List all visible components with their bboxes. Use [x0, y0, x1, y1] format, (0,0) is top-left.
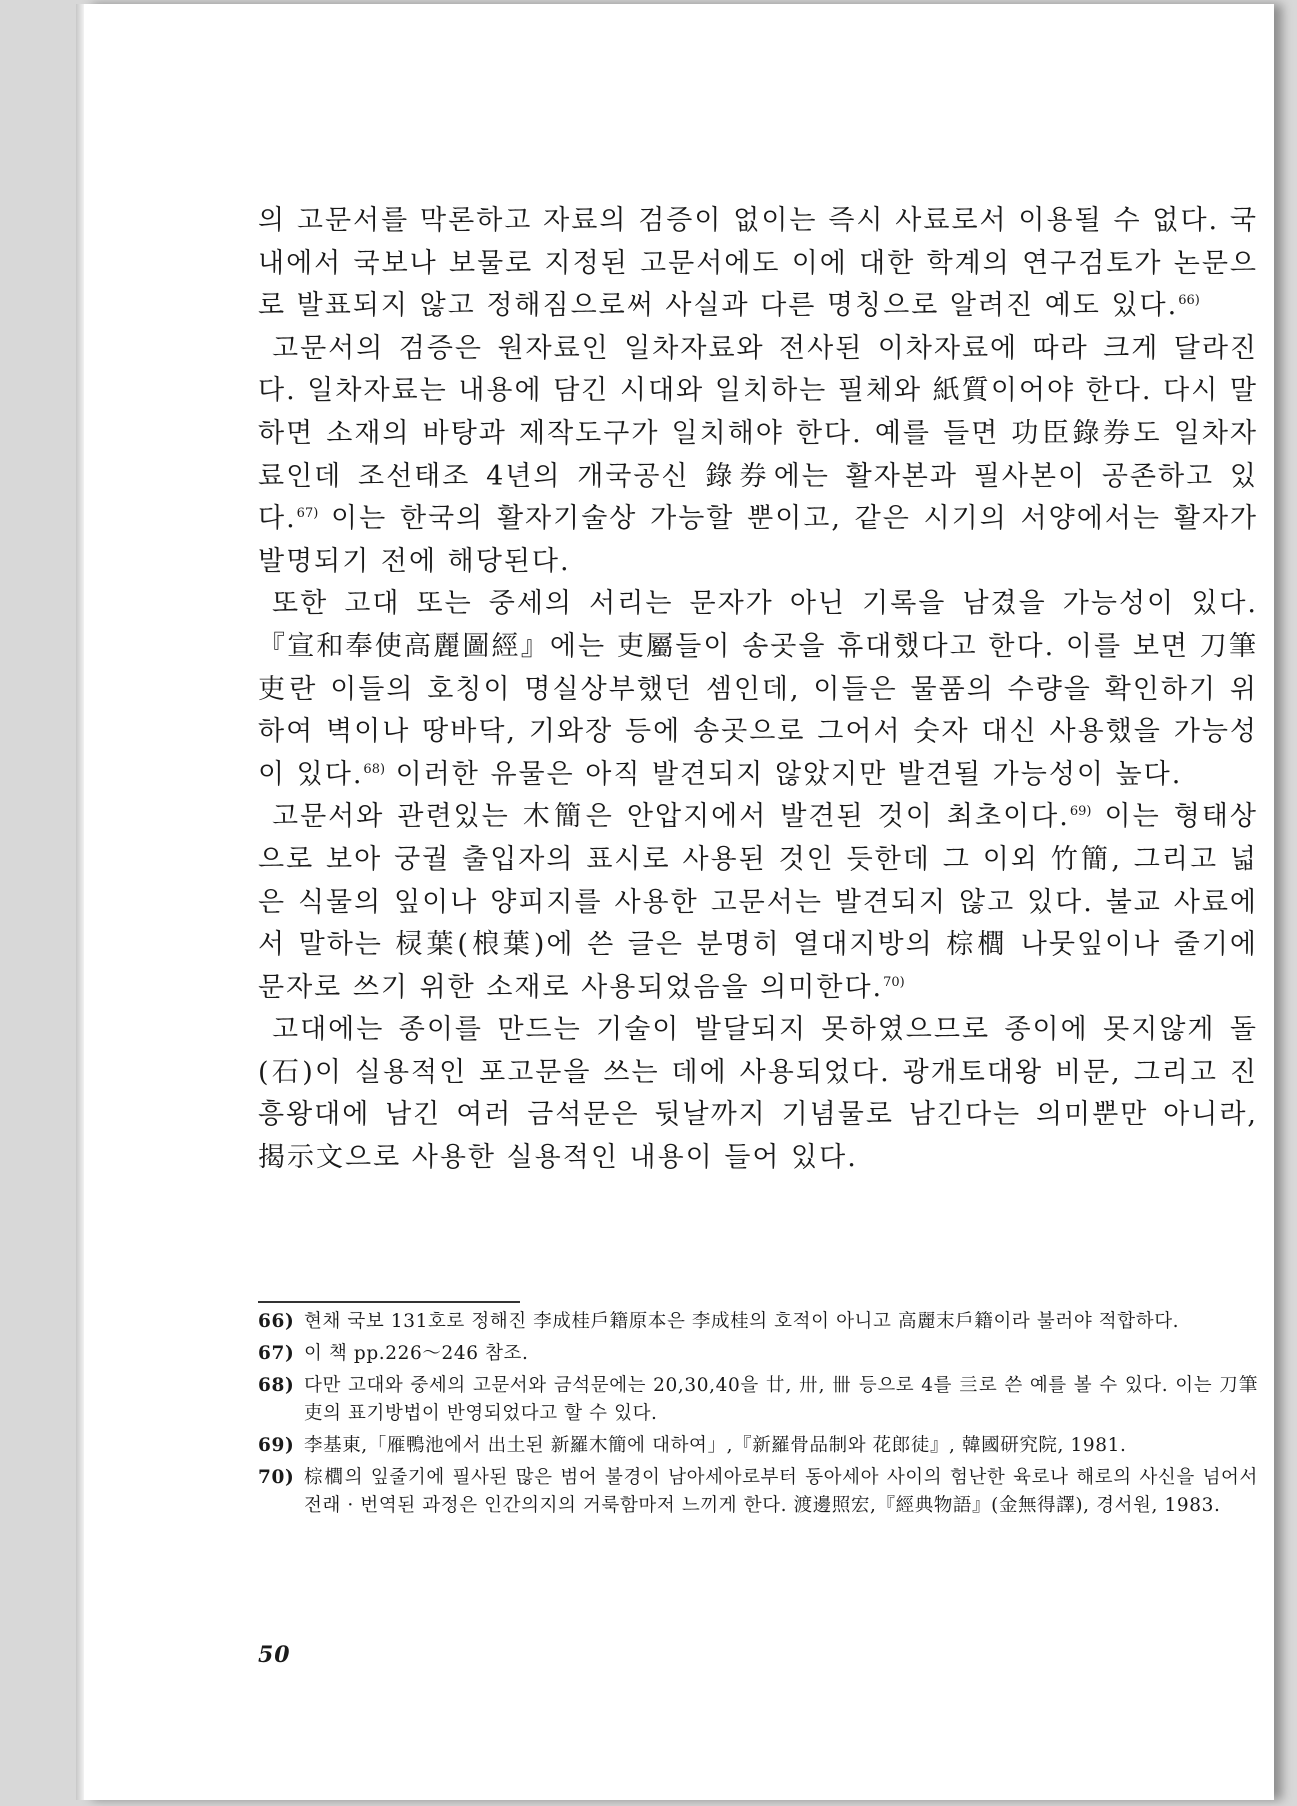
footnote-ref-70[interactable]: 70) — [883, 974, 905, 990]
footnote-ref-69[interactable]: 69) — [1069, 804, 1092, 820]
paragraph-text-tail: 이러한 유물은 아직 발견되지 않았지만 발견될 가능성이 높다. — [385, 758, 1183, 790]
footnote-number: 69) — [258, 1435, 295, 1456]
paragraph-text-tail: 이는 형태상으로 보아 궁궐 출입자의 표시로 사용된 것인 듯한데 그 이외 竹簡, 그리고 넓은 식물의 잎이나 양피지를 사용한 고문서는 발견되지 않고 있다. 불교 사료에서 말하는 棂葉(桹葉)에 쓴 글은 분명히 열대지방의 棕櫚 나뭇잎이나 줄기에 문자로 쓰기 위한 소재로 사용되었음을 의미한다. — [258, 801, 1258, 1003]
paragraph-4 — [258, 796, 1258, 1009]
footnote-divider — [258, 1301, 520, 1303]
footnote-number: 70) — [258, 1467, 295, 1488]
footnote-text: 棕櫚의 잎줄기에 필사된 많은 범어 불경이 남아세아로부터 동아세아 사이의 험난한 육로나 해로의 사신을 넘어서 전래 · 번역된 과정은 인간의지의 거룩함마저 느끼게 한다. 渡邊照宏,『經典物語』(金無得譯), 경서원, 1983. — [304, 1467, 1258, 1516]
footnote-text: 李基東,「雁鴨池에서 出土된 新羅木簡에 대하여」,『新羅骨品制와 花郎徒』, 韓國研究院, 1981. — [304, 1435, 1127, 1456]
paragraph-1 — [258, 200, 1258, 328]
footnote-number: 67) — [258, 1343, 295, 1364]
footnote-66 — [258, 1308, 1258, 1336]
paragraph-text: 고문서의 검증은 원자료인 일차자료와 전사된 이차자료에 따라 크게 달라진다. 일차자료는 내용에 담긴 시대와 일치하는 필체와 紙質이어야 한다. 다시 말하면 소재의 바탕과 제작도구가 일치해야 한다. 예를 들면 功臣錄券도 일차자료인데 조선태조 4년의 개국공신 錄券에는 활자본과 필사본이 공존하고 있다. — [258, 332, 1258, 535]
footnote-ref-68[interactable]: 68) — [363, 761, 386, 777]
footnote-number: 68) — [258, 1375, 295, 1396]
footnotes — [258, 1308, 1258, 1524]
footnote-67 — [258, 1340, 1258, 1368]
footnote-ref-66[interactable]: 66) — [1178, 293, 1200, 309]
footnote-69 — [258, 1432, 1258, 1460]
footnote-text: 현채 국보 131호로 정해진 李成桂戶籍原本은 李成桂의 호적이 아니고 高麗末戶籍이라 불러야 적합하다. — [304, 1311, 1180, 1332]
footnote-text: 다만 고대와 중세의 고문서와 금석문에는 20,30,40을 廿, 卅, 卌 등으로 4를 亖로 쓴 예를 볼 수 있다. 이는 刀筆吏의 표기방법이 반영되었다고 할 수 있다. — [304, 1375, 1258, 1424]
paragraph-5 — [258, 1009, 1258, 1179]
body-text — [258, 200, 1258, 1180]
footnote-70 — [258, 1464, 1258, 1520]
footnote-text: 이 책 pp.226～246 참조. — [304, 1343, 529, 1364]
page-number: 50 — [258, 1642, 291, 1668]
document-page — [84, 4, 1274, 1800]
paragraph-text: 고대에는 종이를 만드는 기술이 발달되지 못하였으므로 종이에 못지않게 돌(石)이 실용적인 포고문을 쓰는 데에 사용되었다. 광개토대왕 비문, 그리고 진흥왕대에 남긴 여러 금석문은 뒷날까지 기념물로 남긴다는 의미뿐만 아니라, 揭示文으로 사용한 실용적인 내용이 들어 있다. — [258, 1014, 1258, 1174]
footnote-ref-67[interactable]: 67) — [296, 506, 319, 522]
paragraph-text: 고문서와 관련있는 木簡은 안압지에서 발견된 것이 최초이다. — [272, 801, 1070, 833]
paragraph-3 — [258, 583, 1258, 796]
paragraph-text: 의 고문서를 막론하고 자료의 검증이 없이는 즉시 사료로서 이용될 수 없다. 국내에서 국보나 보물로 지정된 고문서에도 이에 대한 학계의 연구검토가 논문으로 발표되지 않고 정해짐으로써 사실과 다른 명칭으로 알려진 예도 있다. — [258, 205, 1258, 322]
paragraph-text: 또한 고대 또는 중세의 서리는 문자가 아닌 기록을 남겼을 가능성이 있다. 『宣和奉使高麗圖經』에는 吏屬들이 송곳을 휴대했다고 한다. 이를 보면 刀筆吏란 이들의 호칭이 명실상부했던 셈인데, 이들은 물품의 수량을 확인하기 위하여 벽이나 땅바닥, 기와장 등에 송곳으로 그어서 숫자 대신 사용했을 가능성이 있다. — [258, 588, 1258, 790]
footnote-68 — [258, 1372, 1258, 1428]
paragraph-2 — [258, 328, 1258, 584]
paragraph-text-tail: 이는 한국의 활자기술상 가능할 뿐이고, 같은 시기의 서양에서는 활자가 발명되기 전에 해당된다. — [258, 503, 1258, 577]
footnote-number: 66) — [258, 1311, 295, 1332]
